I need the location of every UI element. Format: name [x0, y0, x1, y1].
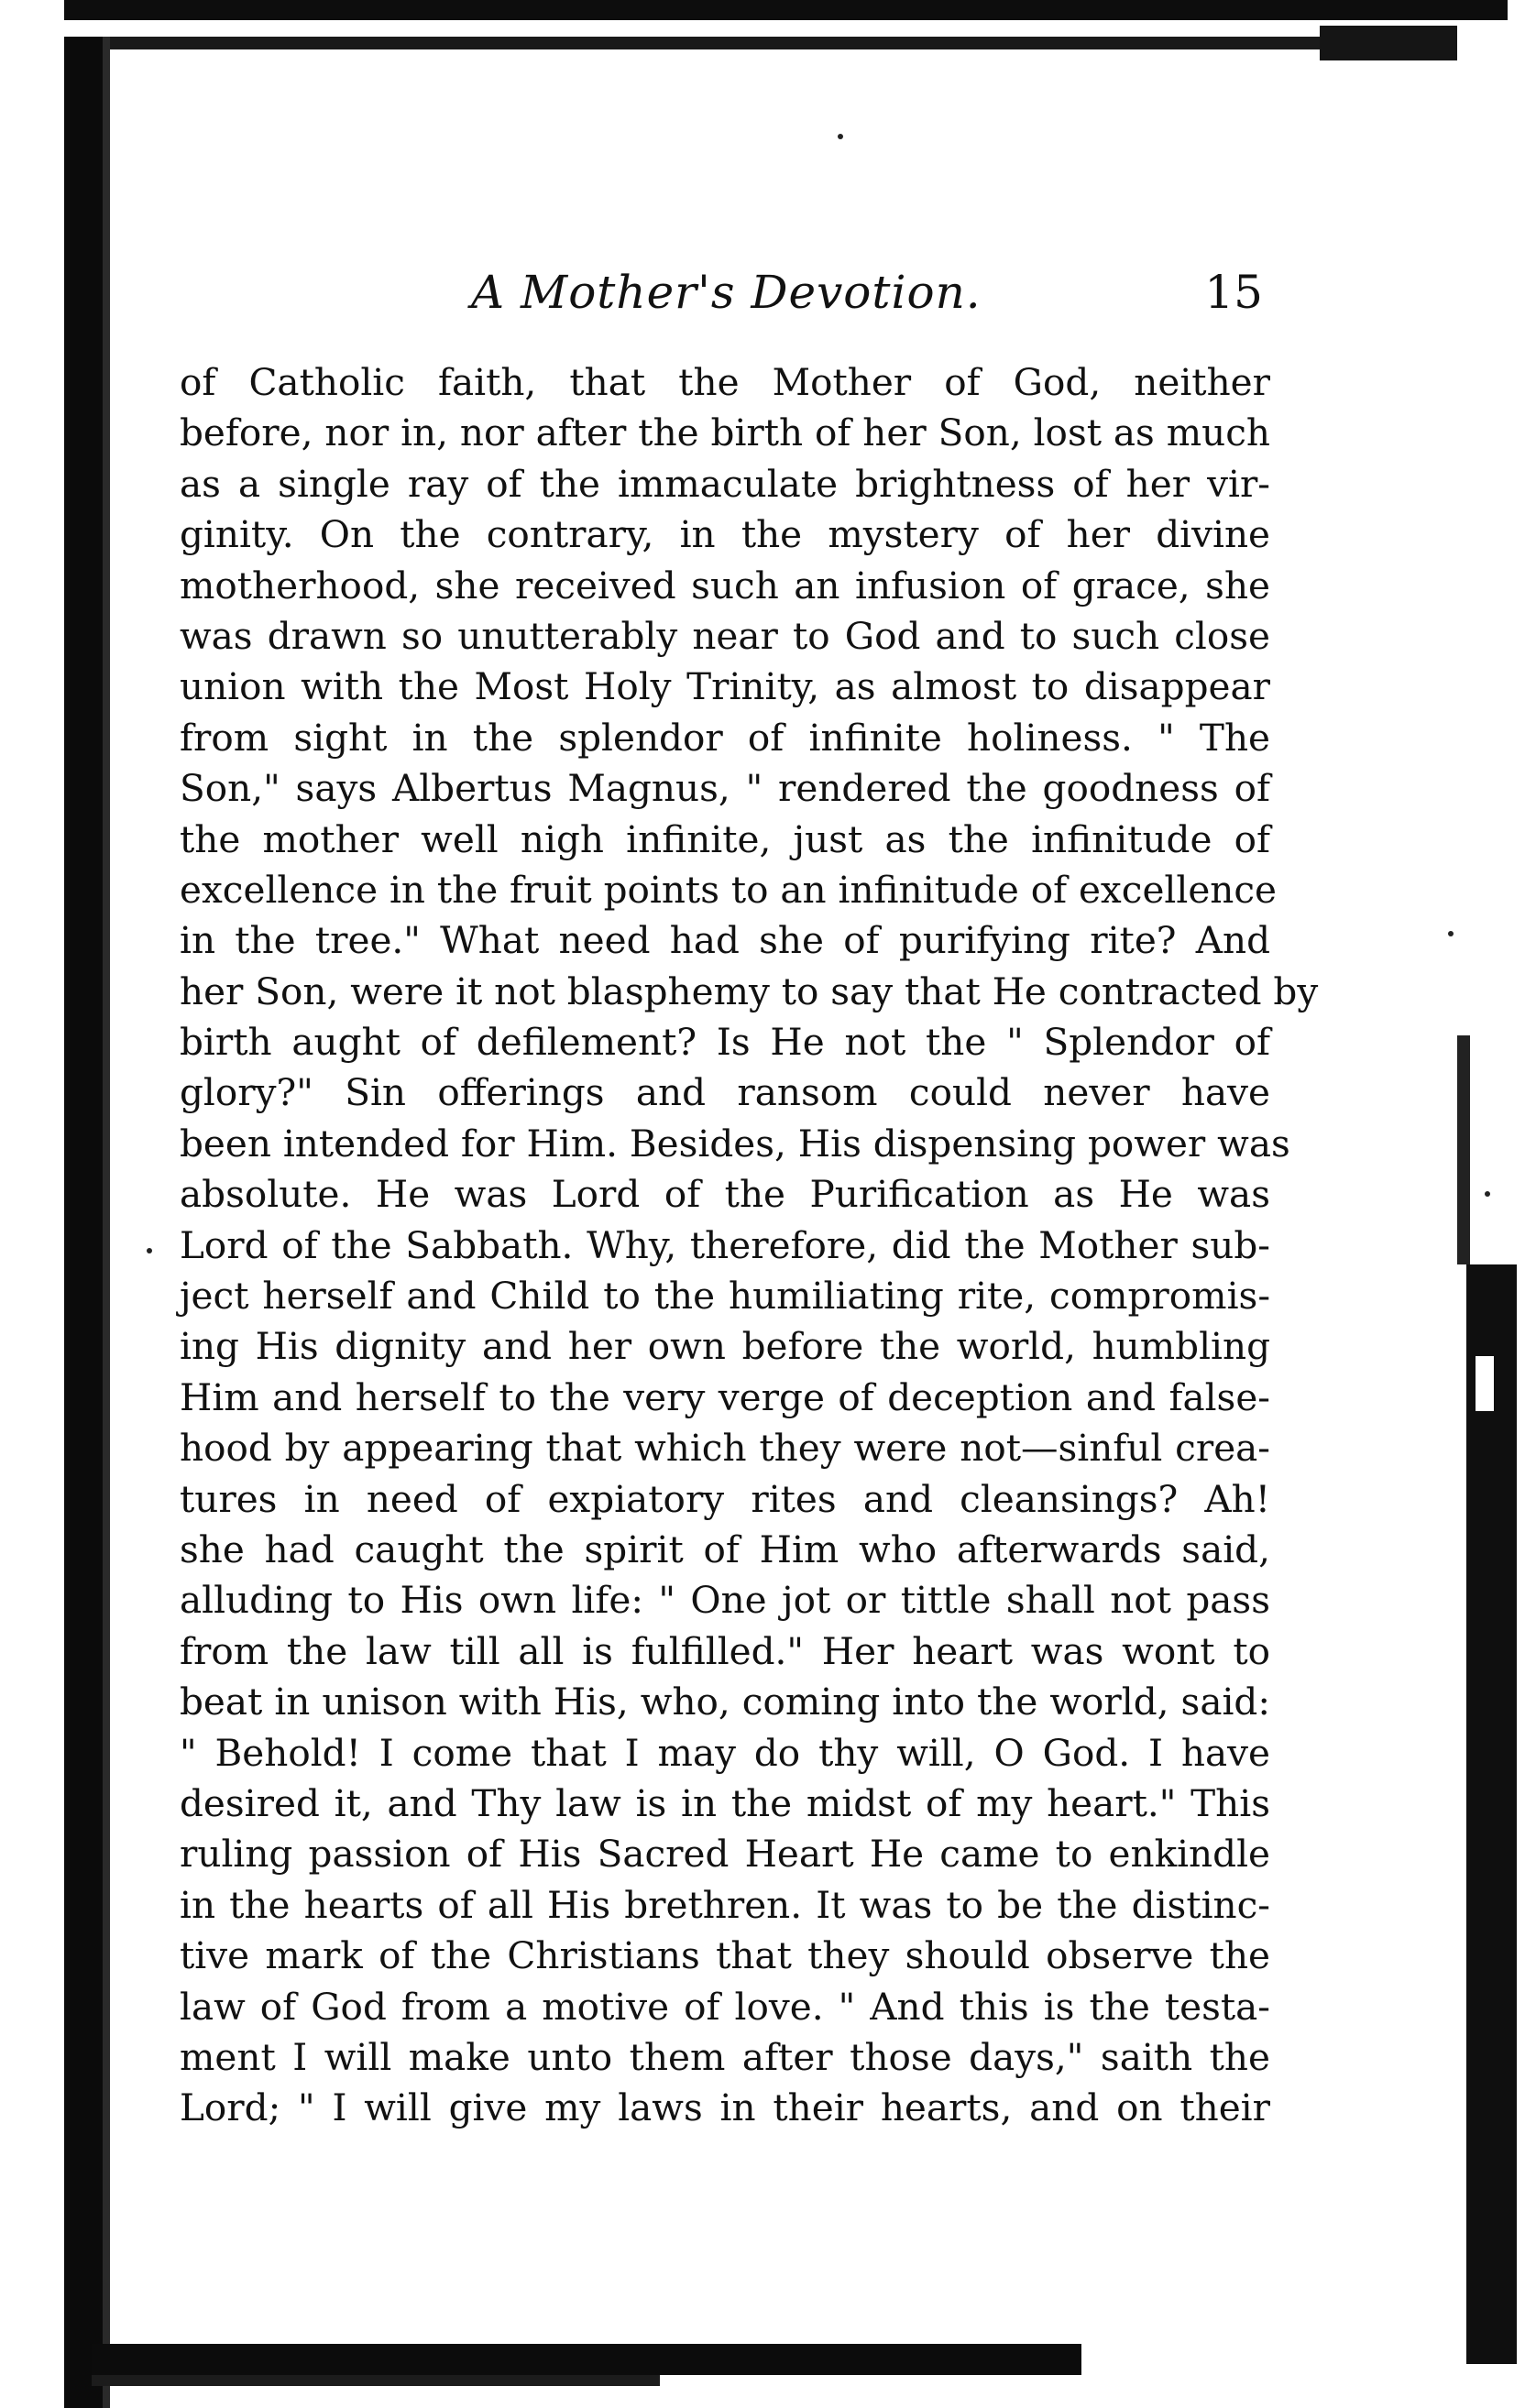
text-line: ginity. On the contrary, in the mystery of her divine	[180, 512, 1270, 557]
text-line: the mother well nigh infinite, just as the infinitude of	[180, 816, 1270, 861]
text-line: in the tree." What need had she of purifying rite? And	[180, 918, 1270, 963]
text-line: from the law till all is fulfilled." Her heart was wont to	[180, 1628, 1270, 1673]
scan-bottom-border	[92, 2344, 1081, 2375]
scan-top-border-inner	[64, 37, 1457, 49]
scan-speck	[1485, 1191, 1490, 1197]
running-title: A Mother's Devotion.	[471, 266, 982, 319]
running-head	[180, 258, 1298, 332]
page-number: 15	[1204, 266, 1263, 319]
text-line: Son," says Albertus Magnus, " rendered the goodness of	[180, 766, 1270, 811]
text-line: ment I will make unto them after those days," saith the	[180, 2034, 1270, 2079]
text-line: motherhood, she received such an infusion of grace, she	[180, 563, 1270, 607]
text-line: alluding to His own life: " One jot or tittle shall not pass	[180, 1578, 1270, 1623]
text-line: glory?" Sin offerings and ransom could never have	[180, 1070, 1270, 1115]
text-line: was drawn so unutterably near to God and to such close	[180, 613, 1270, 658]
scan-right-border	[1466, 1264, 1517, 2364]
text-line: hood by appearing that which they were not—sinful crea-	[180, 1426, 1270, 1471]
text-line: Lord; " I will give my laws in their hearts, and on their	[180, 2085, 1270, 2130]
text-line: she had caught the spirit of Him who afterwards said,	[180, 1527, 1270, 1571]
scan-speck	[838, 134, 843, 139]
text-line: from sight in the splendor of infinite holiness. " The	[180, 715, 1270, 760]
text-line: law of God from a motive of love. " And this is the testa-	[180, 1984, 1270, 2029]
scan-bottom-border-inner	[92, 2375, 660, 2386]
body-text	[180, 357, 1319, 2134]
text-line: in the hearts of all His brethren. It was to be the distinc-	[180, 1882, 1270, 1927]
scan-left-border-inner	[103, 37, 110, 2408]
text-line: been intended for Him. Besides, His dispensing power was	[180, 1121, 1290, 1166]
text-line: tive mark of the Christians that they should observe the	[180, 1933, 1270, 1978]
text-line: Him and herself to the very verge of deception and false-	[180, 1374, 1270, 1419]
scan-top-border	[64, 0, 1508, 20]
text-line: tures in need of expiatory rites and cleansings? Ah!	[180, 1476, 1270, 1521]
scan-left-border	[64, 37, 103, 2408]
text-line: before, nor in, nor after the birth of her Son, lost as much	[180, 410, 1270, 455]
text-line: desired it, and Thy law is in the midst of my heart." This	[180, 1780, 1270, 1825]
text-line: absolute. He was Lord of the Purification as He was	[180, 1172, 1270, 1217]
text-line: of Catholic faith, that the Mother of God, neither	[180, 360, 1270, 404]
text-line: union with the Most Holy Trinity, as almost to disappear	[180, 664, 1270, 709]
text-line: Lord of the Sabbath. Why, therefore, did the Mother sub-	[180, 1222, 1270, 1267]
text-line: ject herself and Child to the humiliating rite, compromis-	[180, 1274, 1270, 1319]
text-line: ruling passion of His Sacred Heart He came to enkindle	[180, 1832, 1270, 1877]
text-line: her Son, were it not blasphemy to say that He contracted by	[180, 969, 1319, 1013]
text-line: as a single ray of the immaculate brightness of her vir-	[180, 461, 1270, 506]
text-line: ing His dignity and her own before the world, humbling	[180, 1324, 1270, 1369]
text-line: beat in unison with His, who, coming into the world, said:	[180, 1680, 1270, 1724]
text-line: birth aught of defilement? Is He not the " Splendor of	[180, 1020, 1270, 1065]
text-line: excellence in the fruit points to an infinitude of excellence	[180, 867, 1278, 912]
scan-speck	[1448, 931, 1454, 936]
scan-speck	[147, 1248, 152, 1253]
text-line: " Behold! I come that I may do thy will, O God. I have	[180, 1730, 1270, 1775]
scan-right-border-gap	[1476, 1356, 1494, 1411]
scan-top-smudge	[1320, 26, 1457, 60]
scan-right-border-upper	[1457, 1035, 1470, 1264]
